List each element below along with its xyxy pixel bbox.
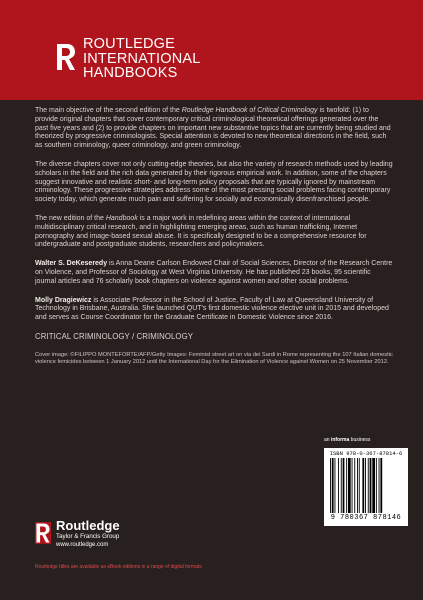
barcode-bar [341, 458, 342, 513]
barcode-bar [352, 458, 353, 513]
informa-brand: informa [330, 437, 350, 443]
informa-suffix: business [349, 437, 371, 443]
barcode-bars [330, 458, 402, 513]
author-name: Walter S. DeKeseredy [35, 260, 108, 268]
series-title-line: INTERNATIONAL [83, 50, 201, 67]
barcode-bar [330, 458, 331, 513]
routledge-footer-logo-icon [35, 522, 51, 544]
publisher-brand [56, 519, 120, 549]
series-title-line: ROUTLEDGE [83, 36, 176, 52]
series-title [83, 37, 201, 81]
informa-prefix: an [324, 437, 331, 443]
barcode-bar [348, 458, 351, 513]
series-title-line: HANDBOOKS [83, 65, 178, 81]
barcode-bar [370, 458, 372, 513]
barcode-bar [365, 458, 366, 513]
barcode-bar [379, 458, 380, 513]
barcode-bar [376, 458, 377, 513]
barcode-bar [357, 458, 358, 513]
author-bio-text: is Associate Professor in the School of Justice, Faculty of Law at Queensland University of Technology in Brisbane, Australia. She launched QUT's first domestic violence elective unit in 2015 and developed and serves as Course Coordinator for the Graduate Certificate in Domestic Violence since 2016. [35, 296, 389, 322]
barcode-bar [380, 458, 382, 513]
publisher-name: Routledge [56, 518, 120, 533]
subject-category: CRITICAL CRIMINOLOGY / CRIMINOLOGY [35, 331, 194, 341]
barcode-bar [332, 458, 334, 513]
author-bio-1 [35, 260, 393, 286]
author-bio-text: is Anna Deane Carlson Endowed Chair of Social Sciences, Director of the Research Centre on Violence, and Professor of Sociology at West Virginia University. He has published 23 books, 95 scientific journal articles and 76 scholarly book chapters on violence against women and other social problems. [35, 260, 393, 285]
barcode-bar [335, 458, 336, 513]
barcode-bar [343, 458, 345, 513]
ebook-note: Routledge titles are available as eBook editions in a range of digital formats [35, 564, 202, 570]
description-paragraph-2: The diverse chapters cover not only cutting-edge theories, but also the variety of research methods used by leading scholars in the field and the rich data generated by their rigorous empirical work. In addition, some of the chapters suggest innovative and realistic short- and long-term policy proposals that are typically ignored by mainstream criminology. These progressive strategies address some of the most pressing social problems facing contemporary society today, which generate much pain and suffering for socially and economically disenfranchised people. [35, 160, 393, 204]
barcode-bar [359, 458, 360, 513]
author-bio-2 [35, 297, 393, 323]
series-banner [0, 0, 423, 100]
publisher-url: www.routledge.com [56, 542, 109, 548]
barcode-bar [354, 458, 355, 513]
cover-image-credit: Cover image: ©FILIPPO MONTEFORTE/AFP/Getty Images: Feminist street art on via dei Sardi in Rome representing the 107 Italian domestic violence femicides between 1 January 2012 until the International Day for the Elimination of Violence against Women on 25 November 2012. [35, 351, 393, 366]
barcode [324, 448, 408, 526]
barcode-bar [362, 458, 364, 513]
informa-tagline [324, 437, 370, 443]
barcode-bar [368, 458, 369, 513]
barcode-number: 9 780367 878146 [330, 514, 402, 522]
publisher-group: Taylor & Francis Group [56, 533, 120, 540]
description-paragraph-3: The new edition of the Handbook is a major work in redefining areas within the context of international multidisciplinary critical research, and in highlighting emerging areas, such as human trafficking, Internet pornography and image-based sexual abuse. It is specifically designed to be a comprehensive resource for undergraduate and postgraduate students, researchers and policymakers. [35, 214, 367, 249]
routledge-logo-icon [55, 42, 77, 72]
description-paragraph-1: The main objective of the second edition of the Routledge Handbook of Critical Criminology is twofold: (1) to provide original chapters that cover contemporary critical criminological theoretical offerings generated over the past five years and (2) to provide chapters on important new substantive topics that are currently being studied and theorized by progressive criminologists. Special attention is devoted to new theoretical directions in the field, such as southern criminology, queer criminology, and green criminology. [35, 107, 391, 150]
barcode-bar [372, 458, 375, 513]
author-name: Molly Dragiewicz [35, 296, 92, 304]
barcode-bar [338, 458, 339, 513]
back-cover-text [35, 107, 393, 366]
isbn-label: ISBN 978-0-367-87814-6 [329, 450, 403, 457]
barcode-bar [346, 458, 347, 513]
